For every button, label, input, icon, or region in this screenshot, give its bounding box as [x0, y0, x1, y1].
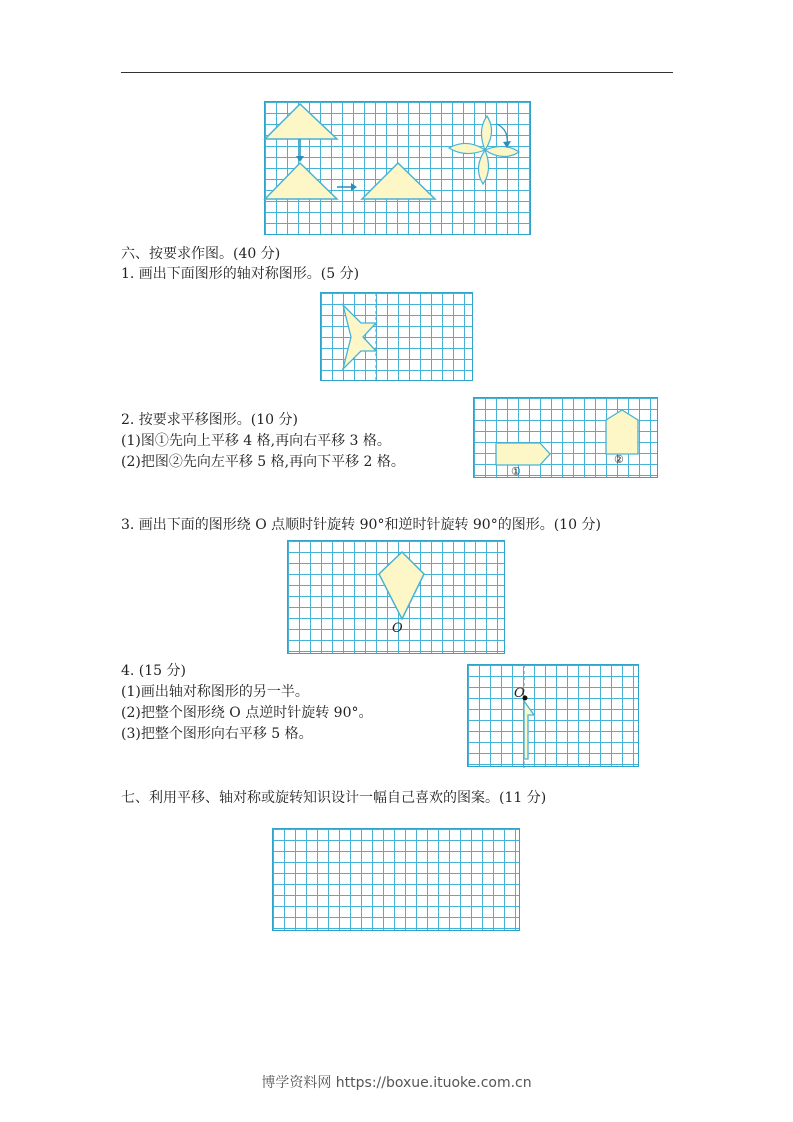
q4-point-o: O — [514, 686, 525, 701]
q1-text: 1. 画出下面图形的轴对称图形。(5 分) — [121, 266, 360, 282]
shape-1-pentagon — [496, 443, 550, 465]
example-shapes — [265, 102, 532, 236]
kite — [379, 552, 424, 619]
example-grid — [264, 101, 531, 235]
q3-grid — [287, 540, 505, 654]
arrow-down-head — [296, 156, 304, 162]
q4-line-2: (1)画出轴对称图形的另一半。 — [121, 684, 309, 700]
arrow-right-head — [351, 183, 357, 191]
q3-text: 3. 画出下面的图形绕 O 点顺时针旋转 90°和逆时针旋转 90°的图形。(10 分) — [121, 517, 601, 533]
section6-heading: 六、按要求作图。(40 分) — [121, 246, 281, 262]
half-star — [343, 305, 376, 369]
q4-line-4: (3)把整个图形向右平移 5 格。 — [121, 726, 313, 742]
design-grid — [272, 828, 520, 931]
shape-2-label: ② — [614, 453, 624, 466]
q4-line-3: (2)把整个图形绕 O 点逆时针旋转 90°。 — [121, 705, 373, 721]
top-rule — [121, 72, 673, 73]
q4-shapes — [468, 665, 640, 768]
q3-point-o: O — [392, 621, 403, 636]
triangle-bottom-right — [362, 163, 435, 199]
q1-grid — [320, 292, 473, 381]
q2-grid — [473, 397, 658, 478]
q2-line-1: 2. 按要求平移图形。(10 分) — [121, 412, 298, 428]
q2-shapes — [474, 398, 659, 479]
half-arrow — [524, 701, 534, 759]
triangle-bottom-left — [265, 163, 337, 199]
q2-line-2: (1)图①先向上平移 4 格,再向右平移 3 格。 — [121, 433, 391, 449]
q4-grid — [467, 664, 639, 767]
footer-watermark: 博学资料网 https://boxue.ituoke.com.cn — [261, 1075, 532, 1091]
section7-heading: 七、利用平移、轴对称或旋转知识设计一幅自己喜欢的图案。(11 分) — [121, 790, 547, 806]
q1-shapes — [321, 293, 474, 382]
q2-line-3: (2)把图②先向左平移 5 格,再向下平移 2 格。 — [121, 454, 405, 470]
shape-1-label: ① — [511, 465, 521, 478]
pinwheel — [449, 116, 519, 184]
triangle-top — [265, 104, 337, 139]
q3-shapes — [288, 541, 506, 655]
shape-2-house — [606, 410, 638, 454]
q4-line-1: 4. (15 分) — [121, 663, 186, 679]
rotation-arrow — [497, 124, 507, 144]
